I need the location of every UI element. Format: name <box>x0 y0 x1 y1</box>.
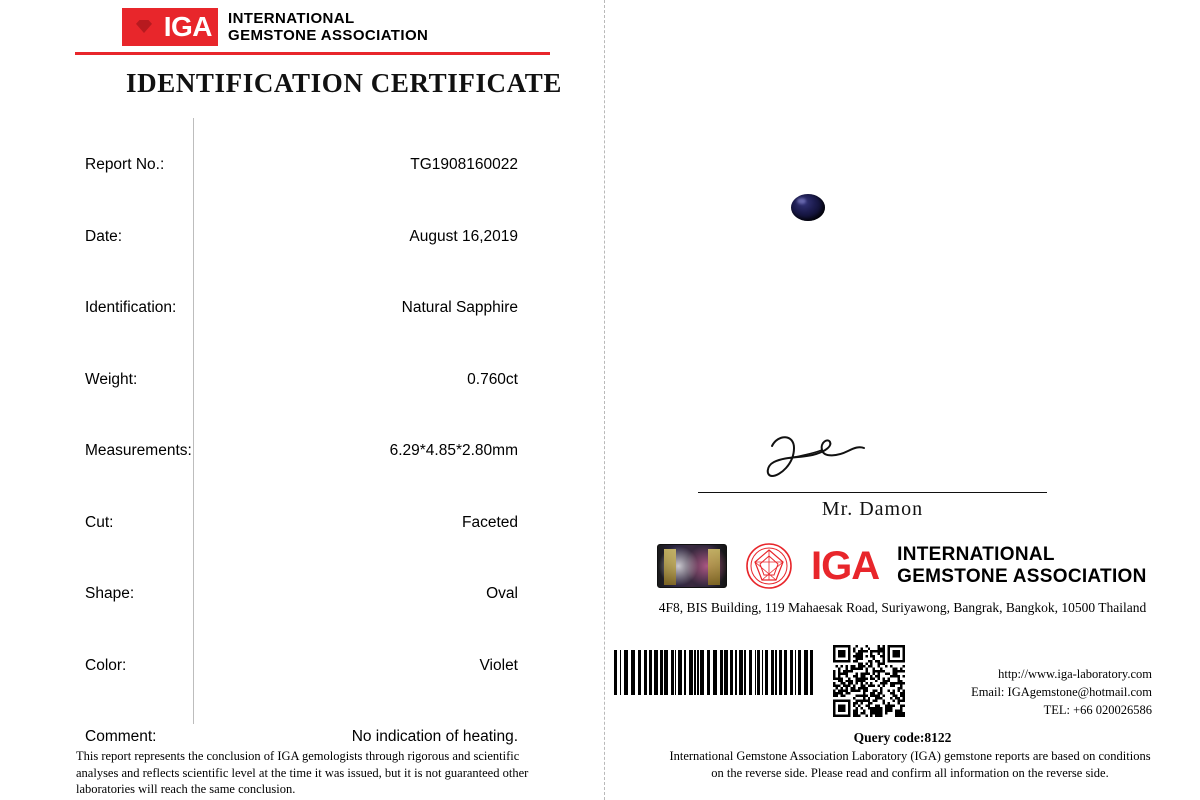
field-label-comment: Comment: <box>85 728 157 745</box>
field-value-shape: Oval <box>486 585 518 602</box>
barcode <box>614 650 814 695</box>
field-value-weight: 0.760ct <box>467 370 518 388</box>
disclaimer-left: This report represents the conclusion of IGA gemologists through rigorous and scientific analyses and reflects scientific level at the time it was issued, but it is not guaranteed other laboratories will reach the same conclusion. <box>76 749 529 796</box>
gem-icon <box>136 20 152 33</box>
gemstone-image <box>791 194 825 221</box>
hologram-sticker-icon <box>657 544 727 588</box>
field-row <box>0 508 600 564</box>
page-title: IDENTIFICATION CERTIFICATE <box>126 68 562 98</box>
field-label-color: Color: <box>85 656 127 674</box>
field-row <box>0 365 600 421</box>
field-value-date: August 16,2019 <box>409 227 518 245</box>
report-fields <box>0 150 600 794</box>
qr-code <box>833 645 905 717</box>
field-label-shape: Shape: <box>85 585 135 602</box>
signature-mark <box>760 432 870 494</box>
field-label-cut: Cut: <box>85 513 114 531</box>
field-row <box>0 579 600 635</box>
field-label-date: Date: <box>85 227 123 245</box>
header-red-rule <box>75 52 550 55</box>
signatory-name: Mr. Damon <box>821 498 924 520</box>
footer-iga-letters: IGA <box>811 544 880 588</box>
footer-iga-line1: INTERNATIONAL <box>897 543 1055 565</box>
field-row <box>0 651 600 707</box>
iga-logo-letters: IGA <box>163 11 212 42</box>
certificate-right-panel <box>605 0 1200 800</box>
query-code: Query code:8122 <box>853 730 952 745</box>
iga-logo-line2: GEMSTONE ASSOCIATION <box>228 27 429 44</box>
field-value-identification: Natural Sapphire <box>401 299 518 316</box>
field-value-cut: Faceted <box>461 513 518 531</box>
disclaimer-right: International Gemstone Association Laboratory (IGA) gemstone reports are based on conditions on the reverse side. Please read and confirm all information on the reverse side. <box>669 749 1151 780</box>
field-value-measurements: 6.29*4.85*2.80mm <box>389 442 518 459</box>
field-row <box>0 150 600 206</box>
field-label-identification: Identification: <box>85 299 177 316</box>
footer-iga-line2: GEMSTONE ASSOCIATION <box>897 566 1147 587</box>
field-row <box>0 293 600 349</box>
gemstone-photo <box>785 188 831 228</box>
iga-logo-mark <box>122 8 218 46</box>
iga-logo-wordmark <box>228 10 428 45</box>
iga-logo-header <box>122 8 428 46</box>
field-row <box>0 222 600 278</box>
gemstone-highlight <box>797 198 806 204</box>
website-url[interactable]: http://www.iga-laboratory.com <box>998 667 1152 681</box>
field-value-comment: No indication of heating. <box>351 728 518 745</box>
field-row <box>0 436 600 492</box>
telephone-number: TEL: +66 020026586 <box>1043 703 1152 718</box>
lab-address: 4F8, BIS Building, 119 Mahaesak Road, Suriyawong, Bangrak, Bangkok, 10500 Thailand <box>658 600 1147 615</box>
field-value-color: Violet <box>479 656 518 674</box>
contact-info <box>971 665 1152 719</box>
email-address[interactable]: Email: IGAgemstone@hotmail.com <box>971 685 1152 700</box>
iga-seal-icon <box>745 542 793 590</box>
field-label-weight: Weight: <box>85 370 138 388</box>
iga-logo-line1: INTERNATIONAL <box>228 9 355 27</box>
footer-logo-row <box>657 542 1147 590</box>
field-value-report-no: TG1908160022 <box>410 156 518 173</box>
signature-line <box>698 492 1047 493</box>
footer-iga-wordmark <box>897 544 1147 589</box>
field-label-report-no: Report No.: <box>85 156 165 173</box>
field-label-measurements: Measurements: <box>85 442 192 459</box>
